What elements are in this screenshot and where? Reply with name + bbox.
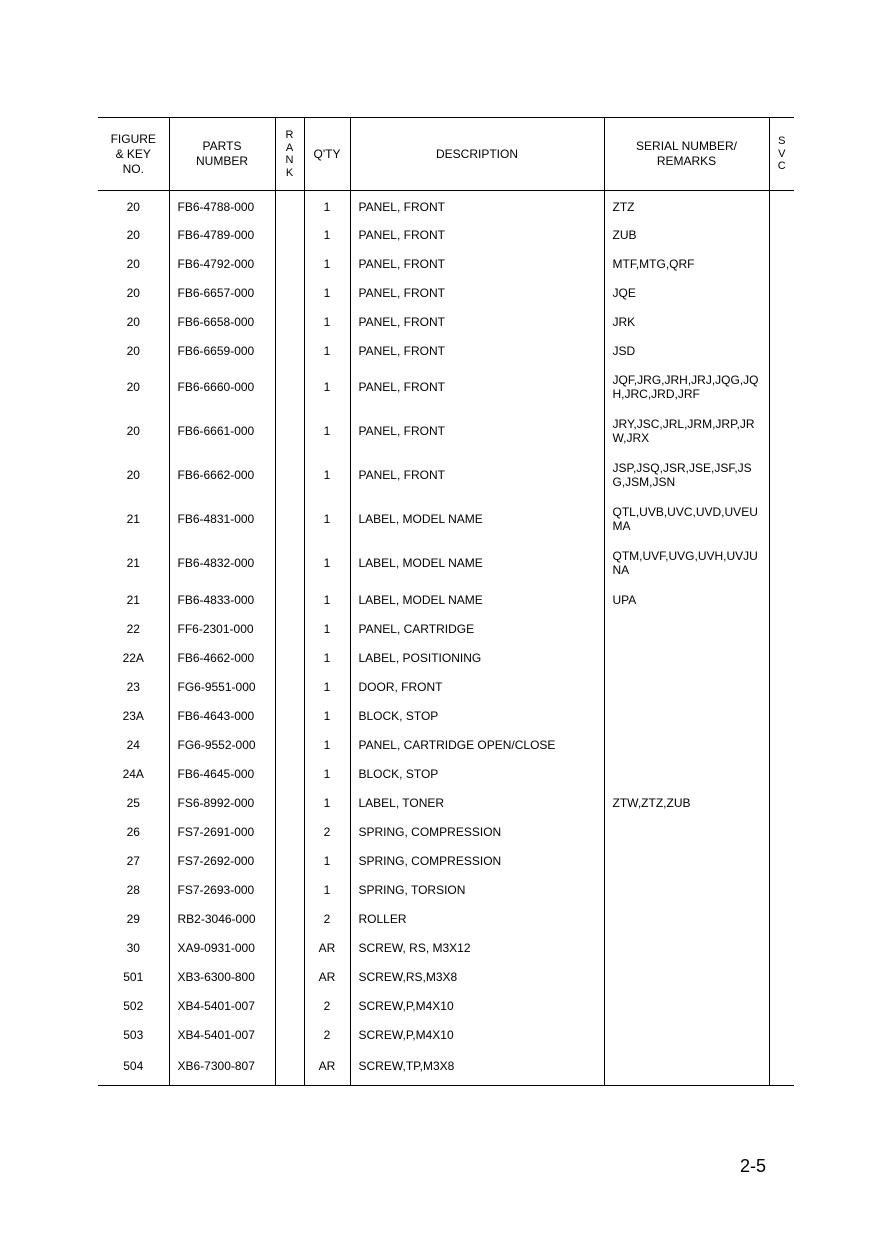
qty-cell: AR — [304, 1049, 350, 1086]
figure-key-cell: 29 — [126, 911, 140, 926]
header-serial-remarks: SERIAL NUMBER/ REMARKS — [604, 118, 769, 191]
parts-list — [98, 117, 794, 1086]
serial-remarks-cell: ZTZ — [604, 191, 769, 221]
qty-cell: 1 — [304, 614, 350, 643]
header-figure-key-no: FIGURE & KEY NO. — [110, 131, 156, 176]
figure-key-cell: 504 — [123, 1059, 144, 1073]
description-cell: LABEL, TONER — [350, 788, 604, 817]
part-number-cell: FB6-4662-000 — [169, 643, 275, 672]
table-row — [98, 278, 794, 307]
qty-cell: 1 — [304, 220, 350, 249]
description-cell: SCREW, RS, M3X12 — [350, 933, 604, 962]
svc-cell — [769, 278, 794, 307]
qty-cell: 1 — [304, 365, 350, 409]
rank-cell — [275, 278, 304, 307]
part-number-cell: FB6-4833-000 — [169, 585, 275, 614]
table-row — [98, 933, 794, 962]
qty-cell: 2 — [304, 817, 350, 846]
table-row — [98, 453, 794, 497]
description-cell: SPRING, TORSION — [350, 875, 604, 904]
rank-cell — [275, 788, 304, 817]
description-cell: BLOCK, STOP — [350, 759, 604, 788]
part-number-cell: FB6-4788-000 — [169, 191, 275, 221]
svc-cell — [769, 933, 794, 962]
header-rank: R A N K — [275, 118, 304, 191]
serial-remarks-cell — [604, 614, 769, 643]
figure-key-cell: 20 — [126, 380, 140, 394]
description-cell: PANEL, FRONT — [350, 191, 604, 221]
svc-cell — [769, 365, 794, 409]
svc-cell — [769, 846, 794, 875]
description-cell: SPRING, COMPRESSION — [350, 817, 604, 846]
part-number-cell: XB6-7300-807 — [169, 1049, 275, 1086]
serial-remarks-cell: QTL,UVB,UVC,UVD,UVEUMA — [604, 497, 769, 541]
svc-cell — [769, 191, 794, 221]
rank-cell — [275, 643, 304, 672]
svc-cell — [769, 904, 794, 933]
rank-cell — [275, 701, 304, 730]
page-number: 2-5 — [740, 1156, 767, 1176]
description-cell: SCREW,RS,M3X8 — [350, 962, 604, 991]
part-number-cell: FB6-4831-000 — [169, 497, 275, 541]
figure-key-cell: 20 — [126, 343, 140, 358]
description-cell: PANEL, FRONT — [350, 409, 604, 453]
figure-key-cell: 30 — [126, 940, 140, 955]
figure-key-cell: 20 — [126, 285, 140, 300]
svc-cell — [769, 307, 794, 336]
qty-cell: 1 — [304, 672, 350, 701]
part-number-cell: XB4-5401-007 — [169, 991, 275, 1020]
qty-cell: 1 — [304, 875, 350, 904]
table-row — [98, 759, 794, 788]
qty-cell: 1 — [304, 409, 350, 453]
description-cell: LABEL, MODEL NAME — [350, 541, 604, 585]
svc-cell — [769, 701, 794, 730]
rank-cell — [275, 220, 304, 249]
part-number-cell: FB6-4792-000 — [169, 249, 275, 278]
figure-key-cell: 20 — [126, 468, 140, 482]
serial-remarks-cell: JQF,JRG,JRH,JRJ,JQG,JQH,JRC,JRD,JRF — [604, 365, 769, 409]
table-row — [98, 1020, 794, 1049]
description-cell: PANEL, FRONT — [350, 278, 604, 307]
figure-key-cell: 21 — [126, 556, 140, 570]
qty-cell: 1 — [304, 643, 350, 672]
rank-cell — [275, 336, 304, 365]
table-row — [98, 875, 794, 904]
figure-key-cell: 21 — [126, 512, 140, 526]
serial-remarks-cell: UPA — [604, 585, 769, 614]
part-number-cell: FB6-4643-000 — [169, 701, 275, 730]
table-row — [98, 220, 794, 249]
table-row — [98, 1049, 794, 1086]
svc-cell — [769, 759, 794, 788]
rank-cell — [275, 585, 304, 614]
part-number-cell: FB6-6660-000 — [169, 365, 275, 409]
qty-cell: 1 — [304, 788, 350, 817]
serial-remarks-cell — [604, 875, 769, 904]
table-row — [98, 904, 794, 933]
qty-cell: AR — [304, 962, 350, 991]
description-cell: LABEL, POSITIONING — [350, 643, 604, 672]
rank-cell — [275, 541, 304, 585]
description-cell: PANEL, CARTRIDGE OPEN/CLOSE — [350, 730, 604, 759]
header-qty: Q'TY — [304, 118, 350, 191]
part-number-cell: FB6-4645-000 — [169, 759, 275, 788]
serial-remarks-cell — [604, 846, 769, 875]
serial-remarks-cell: JSP,JSQ,JSR,JSE,JSF,JSG,JSM,JSN — [604, 453, 769, 497]
qty-cell: 1 — [304, 730, 350, 759]
svc-cell — [769, 991, 794, 1020]
rank-cell — [275, 365, 304, 409]
part-number-cell: FB6-6659-000 — [169, 336, 275, 365]
svc-cell — [769, 730, 794, 759]
part-number-cell: FB6-4832-000 — [169, 541, 275, 585]
table-row — [98, 643, 794, 672]
header-row — [98, 118, 794, 191]
description-cell: PANEL, FRONT — [350, 307, 604, 336]
svc-cell — [769, 817, 794, 846]
part-number-cell: FS7-2693-000 — [169, 875, 275, 904]
qty-cell: 1 — [304, 497, 350, 541]
description-cell: SCREW,P,M4X10 — [350, 991, 604, 1020]
serial-remarks-cell — [604, 730, 769, 759]
table-body — [98, 191, 794, 1086]
part-number-cell: XB4-5401-007 — [169, 1020, 275, 1049]
rank-cell — [275, 904, 304, 933]
figure-key-cell: 20 — [126, 227, 140, 242]
table-row — [98, 365, 794, 409]
description-cell: LABEL, MODEL NAME — [350, 585, 604, 614]
description-cell: LABEL, MODEL NAME — [350, 497, 604, 541]
part-number-cell: FG6-9552-000 — [169, 730, 275, 759]
svc-cell — [769, 614, 794, 643]
rank-cell — [275, 730, 304, 759]
table-row — [98, 730, 794, 759]
qty-cell: 2 — [304, 991, 350, 1020]
figure-key-cell: 24 — [126, 737, 140, 752]
svc-cell — [769, 497, 794, 541]
part-number-cell: FS7-2692-000 — [169, 846, 275, 875]
svc-cell — [769, 962, 794, 991]
part-number-cell: RB2-3046-000 — [169, 904, 275, 933]
table-row — [98, 191, 794, 221]
qty-cell: 2 — [304, 904, 350, 933]
figure-key-cell: 20 — [126, 314, 140, 329]
rank-cell — [275, 875, 304, 904]
qty-cell: 1 — [304, 336, 350, 365]
svc-cell — [769, 249, 794, 278]
description-cell: BLOCK, STOP — [350, 701, 604, 730]
rank-cell — [275, 962, 304, 991]
serial-remarks-cell: JRY,JSC,JRL,JRM,JRP,JRW,JRX — [604, 409, 769, 453]
figure-key-cell: 22A — [122, 650, 144, 665]
rank-cell — [275, 1020, 304, 1049]
figure-key-cell: 501 — [123, 969, 144, 984]
figure-key-cell: 21 — [126, 592, 140, 607]
serial-remarks-cell — [604, 904, 769, 933]
serial-remarks-cell: JRK — [604, 307, 769, 336]
description-cell: PANEL, CARTRIDGE — [350, 614, 604, 643]
figure-key-cell: 28 — [126, 882, 140, 897]
description-cell: ROLLER — [350, 904, 604, 933]
svc-cell — [769, 585, 794, 614]
rank-cell — [275, 817, 304, 846]
qty-cell: 1 — [304, 585, 350, 614]
svc-cell — [769, 672, 794, 701]
header-parts-number: PARTS NUMBER — [169, 118, 275, 191]
qty-cell: 1 — [304, 541, 350, 585]
description-cell: PANEL, FRONT — [350, 336, 604, 365]
table-row — [98, 409, 794, 453]
part-number-cell: FB6-4789-000 — [169, 220, 275, 249]
serial-remarks-cell — [604, 759, 769, 788]
part-number-cell: FG6-9551-000 — [169, 672, 275, 701]
figure-key-cell: 23A — [122, 708, 144, 723]
svc-cell — [769, 541, 794, 585]
qty-cell: 1 — [304, 191, 350, 221]
description-cell: PANEL, FRONT — [350, 365, 604, 409]
serial-remarks-cell: ZUB — [604, 220, 769, 249]
serial-remarks-cell — [604, 933, 769, 962]
figure-key-cell: 26 — [126, 824, 140, 839]
rank-cell — [275, 759, 304, 788]
qty-cell: 1 — [304, 453, 350, 497]
serial-remarks-cell — [604, 701, 769, 730]
qty-cell: 1 — [304, 278, 350, 307]
qty-cell: 1 — [304, 307, 350, 336]
figure-key-cell: 25 — [126, 795, 140, 810]
rank-cell — [275, 249, 304, 278]
figure-key-cell: 20 — [126, 200, 140, 214]
serial-remarks-cell — [604, 962, 769, 991]
table-row — [98, 817, 794, 846]
part-number-cell: FF6-2301-000 — [169, 614, 275, 643]
part-number-cell: FB6-6661-000 — [169, 409, 275, 453]
qty-cell: 2 — [304, 1020, 350, 1049]
serial-remarks-cell — [604, 817, 769, 846]
svc-cell — [769, 1020, 794, 1049]
svc-cell — [769, 336, 794, 365]
svc-cell — [769, 453, 794, 497]
rank-cell — [275, 991, 304, 1020]
rank-cell — [275, 191, 304, 221]
table-row — [98, 307, 794, 336]
rank-cell — [275, 933, 304, 962]
header-description: DESCRIPTION — [350, 118, 604, 191]
description-cell: DOOR, FRONT — [350, 672, 604, 701]
table-row — [98, 614, 794, 643]
figure-key-cell: 502 — [123, 998, 144, 1013]
table-row — [98, 701, 794, 730]
table-row — [98, 672, 794, 701]
figure-key-cell: 27 — [126, 853, 140, 868]
serial-remarks-cell: MTF,MTG,QRF — [604, 249, 769, 278]
part-number-cell: FB6-6662-000 — [169, 453, 275, 497]
table-row — [98, 497, 794, 541]
serial-remarks-cell: JSD — [604, 336, 769, 365]
table-row — [98, 962, 794, 991]
description-cell: SCREW,P,M4X10 — [350, 1020, 604, 1049]
part-number-cell: FB6-6657-000 — [169, 278, 275, 307]
qty-cell: 1 — [304, 759, 350, 788]
serial-remarks-cell — [604, 672, 769, 701]
figure-key-cell: 20 — [126, 256, 140, 271]
serial-remarks-cell: QTM,UVF,UVG,UVH,UVJUNA — [604, 541, 769, 585]
serial-remarks-cell — [604, 1049, 769, 1086]
description-cell: SCREW,TP,M3X8 — [350, 1049, 604, 1086]
rank-cell — [275, 1049, 304, 1086]
table-row — [98, 249, 794, 278]
description-cell: SPRING, COMPRESSION — [350, 846, 604, 875]
figure-key-cell: 22 — [126, 621, 140, 636]
qty-cell: AR — [304, 933, 350, 962]
part-number-cell: XB3-6300-800 — [169, 962, 275, 991]
figure-key-cell: 23 — [126, 679, 140, 694]
svc-cell — [769, 1049, 794, 1086]
qty-cell: 1 — [304, 249, 350, 278]
part-number-cell: FB6-6658-000 — [169, 307, 275, 336]
rank-cell — [275, 672, 304, 701]
svc-cell — [769, 643, 794, 672]
table-row — [98, 336, 794, 365]
figure-key-cell: 503 — [123, 1027, 144, 1042]
serial-remarks-cell — [604, 643, 769, 672]
svc-cell — [769, 875, 794, 904]
table-row — [98, 846, 794, 875]
rank-cell — [275, 846, 304, 875]
svc-cell — [769, 409, 794, 453]
figure-key-cell: 20 — [126, 424, 140, 438]
rank-cell — [275, 614, 304, 643]
table-row — [98, 585, 794, 614]
part-number-cell: XA9-0931-000 — [169, 933, 275, 962]
svc-cell — [769, 788, 794, 817]
table-row — [98, 788, 794, 817]
description-cell: PANEL, FRONT — [350, 220, 604, 249]
table-row — [98, 541, 794, 585]
serial-remarks-cell: JQE — [604, 278, 769, 307]
serial-remarks-cell: ZTW,ZTZ,ZUB — [604, 788, 769, 817]
rank-cell — [275, 453, 304, 497]
qty-cell: 1 — [304, 701, 350, 730]
parts-table — [98, 117, 794, 1086]
svc-cell — [769, 220, 794, 249]
rank-cell — [275, 409, 304, 453]
rank-cell — [275, 307, 304, 336]
description-cell: PANEL, FRONT — [350, 453, 604, 497]
description-cell: PANEL, FRONT — [350, 249, 604, 278]
part-number-cell: FS7-2691-000 — [169, 817, 275, 846]
part-number-cell: FS6-8992-000 — [169, 788, 275, 817]
table-row — [98, 991, 794, 1020]
qty-cell: 1 — [304, 846, 350, 875]
figure-key-cell: 24A — [122, 766, 144, 781]
serial-remarks-cell — [604, 1020, 769, 1049]
serial-remarks-cell — [604, 991, 769, 1020]
header-svc: S V C — [769, 118, 794, 191]
rank-cell — [275, 497, 304, 541]
